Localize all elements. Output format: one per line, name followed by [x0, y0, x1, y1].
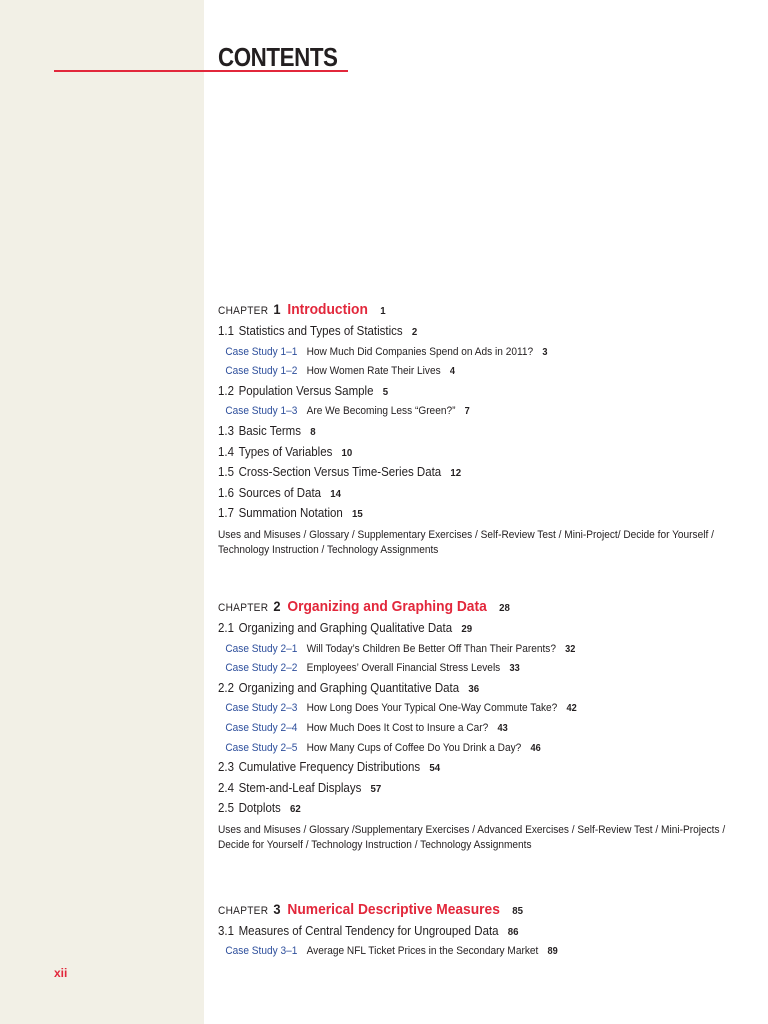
page-number: xii	[54, 966, 68, 980]
case-study-label: Case Study 2–3	[225, 702, 298, 715]
case-study-title: Employees’ Overall Financial Stress Levels	[306, 662, 501, 675]
section-title: Dotplots	[238, 801, 281, 816]
section-number: 1.6	[218, 485, 234, 500]
case-study-2-3[interactable]	[218, 699, 696, 719]
case-study-page: 3	[542, 346, 548, 358]
section-page: 2	[411, 326, 418, 338]
case-study-label: Case Study 1–2	[225, 365, 298, 378]
case-study-title: How Women Rate Their Lives	[306, 365, 441, 378]
case-study-page: 42	[566, 703, 577, 715]
section-title: Stem-and-Leaf Displays	[238, 780, 362, 795]
section-1-3[interactable]	[218, 422, 696, 443]
case-study-page: 43	[497, 722, 508, 734]
section-page: 36	[468, 682, 480, 695]
chapter-heading-3[interactable]	[218, 898, 696, 922]
section-1-6[interactable]	[218, 484, 696, 505]
left-margin-band	[0, 0, 204, 1024]
section-2-5[interactable]	[218, 799, 696, 820]
section-2-4[interactable]	[218, 779, 696, 800]
case-study-page: 46	[530, 742, 541, 754]
chapter-number: 3	[273, 900, 281, 917]
section-1-2[interactable]	[218, 382, 696, 403]
case-study-title: How Long Does Your Typical One-Way Commute Take?	[306, 702, 558, 715]
chapter-word: CHAPTER	[218, 601, 269, 614]
section-page: 29	[461, 622, 473, 635]
section-page: 57	[370, 782, 382, 795]
section-1-1[interactable]	[218, 322, 696, 343]
section-title: Statistics and Types of Statistics	[238, 324, 403, 338]
section-title: Measures of Central Tendency for Ungrouped Data	[238, 923, 499, 938]
section-title: Population Versus Sample	[238, 383, 374, 398]
section-2-2[interactable]	[218, 679, 696, 700]
case-study-title: How Many Cups of Coffee Do You Drink a Day?	[306, 741, 522, 754]
section-2-3[interactable]	[218, 758, 696, 779]
section-page: 62	[289, 803, 301, 816]
case-study-label: Case Study 2–5	[225, 741, 298, 754]
case-study-page: 32	[565, 643, 576, 655]
section-number: 1.1	[218, 324, 234, 338]
case-study-page: 33	[509, 663, 520, 675]
chapter-1-end-matter: Uses and Misuses / Glossary / Supplementary Exercises / Self-Review Test / Mini-Project/ Decide for Yourself / Technology Instruction / Technology Assignments	[218, 528, 714, 557]
case-study-page: 7	[464, 406, 470, 418]
case-study-2-2[interactable]	[218, 659, 696, 679]
chapter-page: 1	[380, 305, 386, 317]
case-study-label: Case Study 2–1	[225, 642, 298, 655]
case-study-label: Case Study 1–3	[225, 405, 298, 418]
section-title: Cross-Section Versus Time-Series Data	[238, 465, 442, 480]
chapter-title: Numerical Descriptive Measures	[287, 900, 500, 918]
case-study-title: How Much Does It Cost to Insure a Car?	[306, 721, 489, 734]
section-2-1[interactable]	[218, 619, 696, 640]
section-number: 2.2	[218, 680, 234, 695]
chapter-page: 85	[512, 904, 524, 917]
section-title: Basic Terms	[238, 423, 302, 438]
case-study-2-4[interactable]	[218, 719, 696, 739]
case-study-label: Case Study 3–1	[225, 945, 298, 958]
section-title: Summation Notation	[238, 506, 343, 521]
section-page: 54	[429, 762, 441, 775]
chapter-page: 28	[499, 601, 510, 614]
page-title: CONTENTS	[218, 42, 338, 72]
case-study-label: Case Study 2–4	[225, 721, 298, 734]
case-study-page: 89	[547, 946, 558, 958]
case-study-page: 4	[449, 366, 455, 378]
case-study-3-1[interactable]	[218, 942, 696, 962]
case-study-1-3[interactable]	[218, 402, 696, 422]
case-study-label: Case Study 2–2	[225, 662, 298, 675]
section-title: Sources of Data	[238, 485, 322, 500]
section-1-7[interactable]	[218, 504, 696, 525]
section-page: 5	[382, 385, 389, 398]
chapter-word: CHAPTER	[218, 305, 269, 317]
toc-content	[218, 298, 738, 962]
case-study-title: Average NFL Ticket Prices in the Secondary Market	[306, 945, 539, 958]
section-number: 1.7	[218, 506, 234, 521]
case-study-2-1[interactable]	[218, 640, 696, 660]
section-number: 2.1	[218, 620, 234, 635]
section-page: 15	[352, 508, 363, 521]
case-study-title: Are We Becoming Less “Green?”	[306, 405, 456, 418]
section-title: Organizing and Graphing Quantitative Data	[238, 680, 460, 695]
section-page: 10	[341, 446, 353, 459]
section-page: 14	[330, 487, 342, 500]
chapter-heading-1[interactable]	[218, 298, 696, 322]
section-number: 2.5	[218, 801, 234, 816]
case-study-title: Will Today’s Children Be Better Off Than Their Parents?	[306, 642, 556, 655]
section-title: Organizing and Graphing Qualitative Data	[238, 620, 453, 635]
chapter-word: CHAPTER	[218, 904, 269, 917]
section-1-5[interactable]	[218, 463, 696, 484]
chapter-title: Introduction	[287, 301, 368, 318]
section-1-4[interactable]	[218, 443, 696, 464]
chapter-heading-2[interactable]	[218, 595, 696, 619]
section-3-1[interactable]	[218, 922, 696, 943]
section-page: 86	[507, 925, 519, 938]
chapter-number: 2	[273, 597, 281, 614]
section-page: 8	[310, 425, 316, 438]
section-number: 1.3	[218, 423, 234, 438]
section-number: 2.4	[218, 780, 234, 795]
section-number: 1.4	[218, 444, 234, 459]
section-title: Cumulative Frequency Distributions	[238, 760, 421, 775]
case-study-title: How Much Did Companies Spend on Ads in 2011?	[306, 345, 534, 358]
section-number: 1.5	[218, 465, 234, 480]
section-number: 3.1	[218, 923, 234, 938]
chapter-number: 1	[273, 301, 281, 317]
section-page: 12	[450, 467, 462, 480]
case-study-1-2[interactable]	[218, 362, 696, 382]
case-study-1-1[interactable]	[218, 343, 696, 363]
chapter-2-end-matter: Uses and Misuses / Glossary /Supplementary Exercises / Advanced Exercises / Self-Review Test / Mini-Projects / Decide for Yourself / Technology Instruction / Technology Assignments	[218, 823, 726, 852]
section-title: Types of Variables	[238, 444, 333, 459]
chapter-title: Organizing and Graphing Data	[287, 597, 487, 615]
case-study-2-5[interactable]	[218, 739, 696, 759]
case-study-label: Case Study 1–1	[225, 345, 298, 358]
section-number: 2.3	[218, 760, 234, 775]
section-number: 1.2	[218, 383, 234, 398]
